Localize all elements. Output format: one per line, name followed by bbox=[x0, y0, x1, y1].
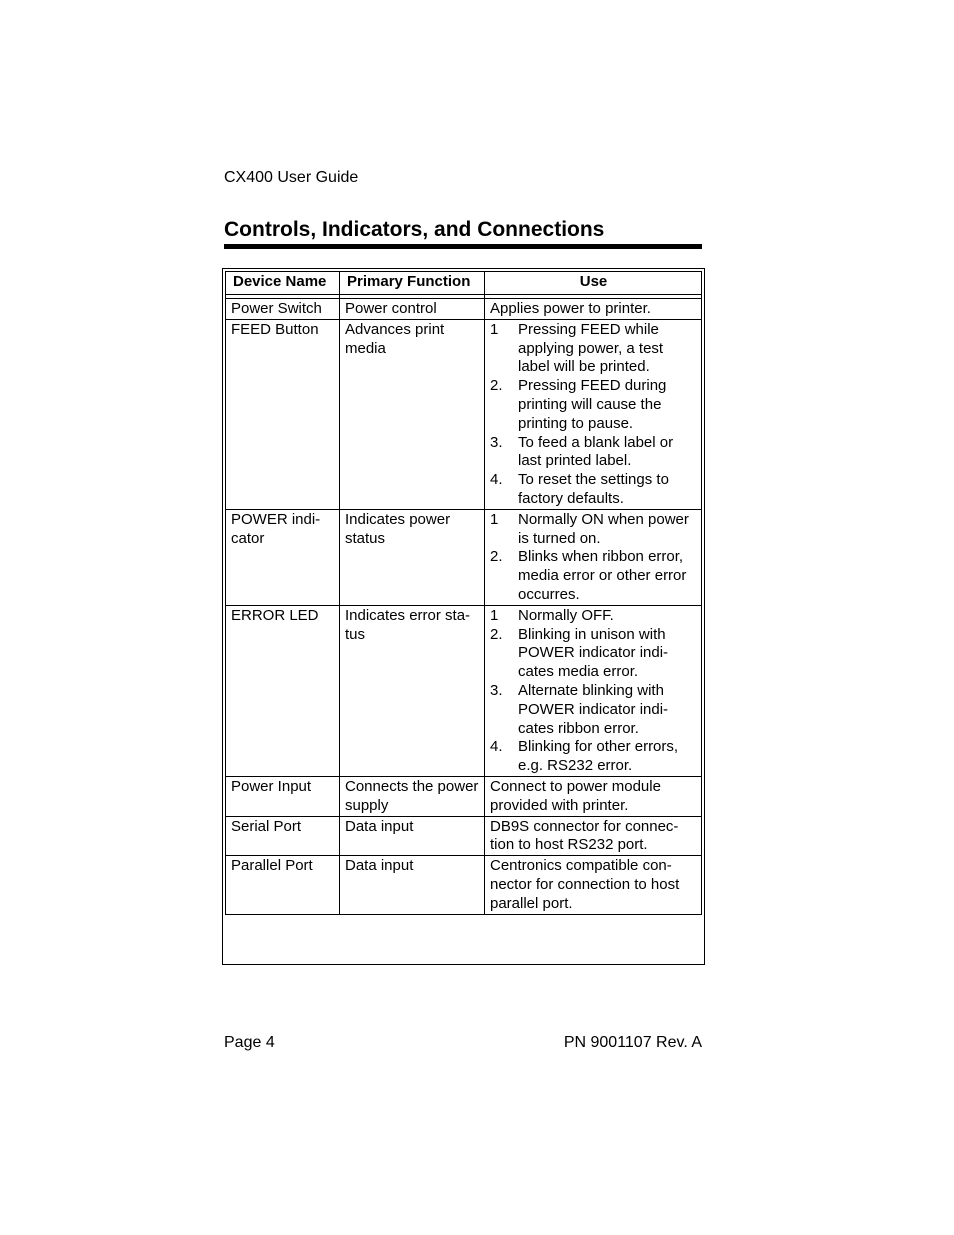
use-list-item bbox=[490, 626, 696, 682]
column-header-device-name: Device Name bbox=[226, 272, 340, 295]
use-list-item bbox=[490, 607, 696, 626]
use-item-text: Pressing FEED while applying power, a test label will be printed. bbox=[518, 320, 664, 376]
section-title: Controls, Indicators, and Connections bbox=[224, 218, 605, 241]
device-name-cell: ERROR LED bbox=[226, 605, 340, 776]
use-item-number: 1 bbox=[490, 320, 499, 338]
use-item-number: 4. bbox=[490, 738, 503, 756]
use-item-number: 2. bbox=[490, 625, 503, 643]
use-list-item bbox=[490, 682, 696, 738]
title-rule bbox=[224, 244, 702, 249]
table-header-row bbox=[226, 272, 702, 295]
use-cell: DB9S connector for connec-tion to host RS232 port. bbox=[485, 816, 702, 856]
use-item-text: Pressing FEED during printing will cause the printing to pause. bbox=[518, 377, 667, 432]
use-list-item bbox=[490, 738, 696, 776]
device-name-cell: Parallel Port bbox=[226, 856, 340, 914]
page-number: Page 4 bbox=[224, 1034, 275, 1051]
primary-function-cell: Indicates power status bbox=[340, 509, 485, 605]
table-row bbox=[226, 776, 702, 816]
use-item-number: 2. bbox=[490, 377, 503, 395]
primary-function-cell: Data input bbox=[340, 816, 485, 856]
table-row bbox=[226, 299, 702, 320]
table-row bbox=[226, 856, 702, 914]
use-cell: Centronics compatible con-nector for connection to host parallel port. bbox=[485, 856, 702, 914]
use-cell bbox=[485, 509, 702, 605]
use-item-text: To feed a blank label or last printed label. bbox=[518, 433, 674, 470]
device-name-cell: Power Switch bbox=[226, 299, 340, 320]
use-cell: Applies power to printer. bbox=[485, 299, 702, 320]
controls-table bbox=[225, 271, 702, 915]
use-list-item bbox=[490, 434, 696, 472]
use-item-text: Normally ON when power is turned on. bbox=[518, 510, 689, 547]
primary-function-cell: Indicates error sta-tus bbox=[340, 605, 485, 776]
use-list-item bbox=[490, 511, 696, 549]
device-name-cell: FEED Button bbox=[226, 319, 340, 509]
device-name-cell: Power Input bbox=[226, 776, 340, 816]
use-item-text: Normally OFF. bbox=[518, 606, 614, 624]
use-cell bbox=[485, 605, 702, 776]
controls-table-frame bbox=[222, 268, 705, 965]
table-row bbox=[226, 605, 702, 776]
use-list-item bbox=[490, 321, 696, 377]
use-list-item bbox=[490, 471, 696, 509]
device-name-cell: POWER indi-cator bbox=[226, 509, 340, 605]
use-item-text: Blinks when ribbon error, media error or other error occurres. bbox=[518, 548, 687, 603]
use-item-text: Blinking in unison with POWER indicator indi-cates media error. bbox=[518, 625, 669, 681]
primary-function-cell: Power control bbox=[340, 299, 485, 320]
use-list bbox=[490, 511, 696, 605]
use-item-text: Blinking for other errors, e.g. RS232 error. bbox=[518, 738, 679, 775]
use-item-number: 3. bbox=[490, 681, 503, 699]
use-item-number: 1 bbox=[490, 606, 499, 624]
use-item-number: 1 bbox=[490, 510, 499, 528]
use-item-number: 4. bbox=[490, 471, 503, 489]
column-header-primary-function: Primary Function bbox=[340, 272, 485, 295]
use-item-text: To reset the settings to factory defaults. bbox=[518, 471, 669, 507]
primary-function-cell: Data input bbox=[340, 856, 485, 914]
part-number: PN 9001107 Rev. A bbox=[563, 1034, 702, 1051]
use-cell bbox=[485, 319, 702, 509]
use-list bbox=[490, 321, 696, 509]
use-cell: Connect to power module provided with printer. bbox=[485, 776, 702, 816]
running-header: CX400 User Guide bbox=[224, 169, 359, 186]
primary-function-cell: Connects the power supply bbox=[340, 776, 485, 816]
use-list-item bbox=[490, 548, 696, 604]
table-row bbox=[226, 319, 702, 509]
use-list bbox=[490, 607, 696, 776]
primary-function-cell: Advances print media bbox=[340, 319, 485, 509]
use-item-text: Alternate blinking with POWER indicator indi-cates ribbon error. bbox=[518, 681, 669, 737]
use-list-item bbox=[490, 377, 696, 433]
table-row bbox=[226, 816, 702, 856]
use-item-number: 2. bbox=[490, 548, 503, 566]
device-name-cell: Serial Port bbox=[226, 816, 340, 856]
table-row bbox=[226, 509, 702, 605]
use-item-number: 3. bbox=[490, 433, 503, 451]
column-header-use: Use bbox=[485, 272, 702, 295]
